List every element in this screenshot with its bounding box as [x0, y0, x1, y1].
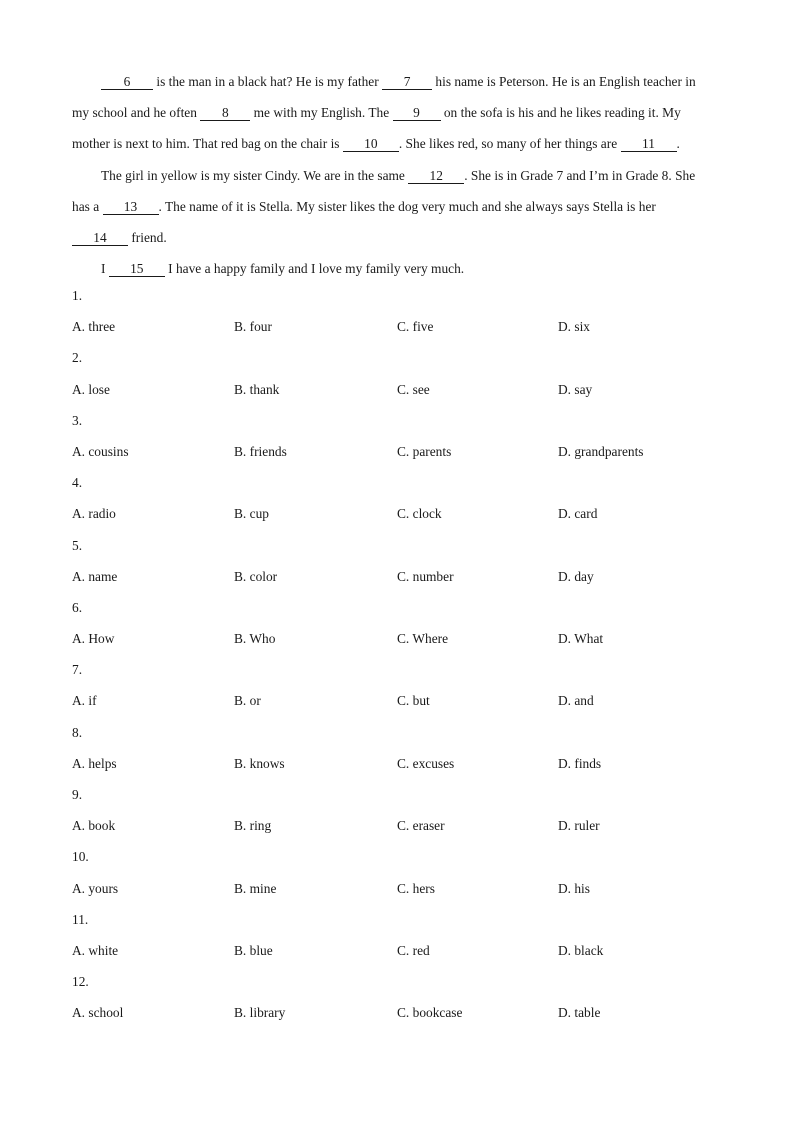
option-a: A. three — [72, 319, 116, 335]
option-d: D. finds — [558, 755, 602, 771]
question-number: 8. — [72, 724, 83, 740]
question-number: 5. — [72, 537, 83, 553]
option-c: C. but — [397, 693, 430, 709]
passage-text: his name is Peterson. He is an English teacher in — [432, 74, 696, 89]
passage-paragraph-2-line-3 — [72, 222, 722, 253]
passage-text: . She is in Grade 7 and I’m in Grade 8. She — [464, 167, 696, 183]
passage-text: . The name of it is Stella. My sister likes the dog very much and she always says Stella is her — [158, 198, 656, 214]
question-number: 4. — [72, 475, 83, 491]
passage-paragraph-3 — [72, 253, 722, 284]
option-c: C. number — [397, 568, 454, 584]
passage-paragraph-2-line-2 — [72, 191, 722, 222]
option-b: B. four — [234, 319, 272, 335]
passage-text: has a — [72, 198, 103, 214]
blank-8: 8 — [200, 105, 250, 121]
question-options — [72, 1002, 722, 1033]
question-options — [72, 503, 722, 534]
blank-13: 13 — [103, 199, 159, 215]
option-b: B. mine — [234, 880, 277, 896]
option-b: B. friends — [234, 443, 287, 459]
passage-paragraph-1-line-2 — [72, 97, 722, 128]
option-d: D. say — [558, 381, 593, 397]
option-b: B. cup — [234, 506, 269, 522]
option-a: A. yours — [72, 880, 119, 896]
option-c: C. clock — [397, 506, 442, 522]
passage-text: I — [101, 261, 109, 277]
question-number: 10. — [72, 849, 89, 865]
passage-paragraph-1-line-1 — [72, 66, 722, 97]
question-number: 11. — [72, 911, 89, 927]
option-b: B. ring — [234, 818, 272, 834]
blank-14: 14 — [72, 230, 128, 246]
option-b: B. Who — [234, 631, 276, 647]
blank-15: 15 — [109, 261, 165, 277]
question-list — [72, 285, 722, 1034]
passage-text: my school and he often — [72, 105, 201, 121]
option-c: C. Where — [397, 631, 449, 647]
option-c: C. see — [397, 381, 430, 397]
blank-12: 12 — [408, 168, 464, 184]
option-b: B. blue — [234, 942, 273, 958]
passage-text: is the man in a black hat? He is my father — [153, 74, 383, 89]
blank-9: 9 — [393, 105, 441, 121]
option-a: A. cousins — [72, 443, 129, 459]
passage-text: on the sofa is his and he likes reading it. My — [440, 105, 681, 121]
question-options — [72, 815, 722, 846]
question-options — [72, 379, 722, 410]
question-options — [72, 441, 722, 472]
option-c: C. hers — [397, 880, 435, 896]
question-options — [72, 940, 722, 971]
option-c: C. five — [397, 319, 434, 335]
option-d: D. ruler — [558, 818, 600, 834]
passage-text: I have a happy family and I love my family very much. — [164, 261, 465, 277]
option-b: B. thank — [234, 381, 280, 397]
option-b: B. knows — [234, 755, 285, 771]
option-a: A. lose — [72, 381, 110, 397]
question-options — [72, 753, 722, 784]
option-b: B. or — [234, 693, 261, 709]
option-c: C. red — [397, 942, 430, 958]
question-number: 1. — [72, 288, 83, 303]
question-number: 9. — [72, 787, 83, 802]
question-options — [72, 316, 722, 347]
passage-text: . She likes red, so many of her things are — [398, 136, 621, 152]
option-b: B. color — [234, 568, 278, 584]
option-c: C. parents — [397, 443, 452, 459]
option-d: D. black — [558, 942, 604, 958]
question-number: 3. — [72, 412, 83, 428]
passage-text: me with my English. The — [250, 105, 393, 121]
passage-text: . — [676, 136, 680, 152]
option-c: C. excuses — [397, 755, 455, 771]
option-d: D. and — [558, 693, 594, 709]
blank-7: 7 — [382, 74, 432, 90]
question-number: 7. — [72, 662, 83, 678]
option-d: D. What — [558, 631, 604, 647]
blank-6: 6 — [101, 74, 153, 90]
option-a: A. school — [72, 1005, 124, 1021]
option-a: A. How — [72, 631, 115, 647]
question-number: 12. — [72, 974, 89, 990]
option-c: C. bookcase — [397, 1005, 463, 1021]
option-c: C. eraser — [397, 818, 445, 834]
question-number: 2. — [72, 350, 83, 366]
cloze-passage — [72, 66, 722, 284]
passage-paragraph-2-line-1 — [72, 160, 722, 191]
option-a: A. white — [72, 942, 119, 958]
passage-paragraph-1-line-3 — [72, 128, 722, 159]
question-options — [72, 878, 722, 909]
option-d: D. grandparents — [558, 443, 644, 459]
blank-11: 11 — [621, 136, 677, 152]
question-options — [72, 628, 722, 659]
question-number: 6. — [72, 599, 83, 615]
blank-10: 10 — [343, 136, 399, 152]
passage-text: friend. — [128, 230, 167, 246]
option-a: A. radio — [72, 506, 116, 522]
question-options — [72, 566, 722, 597]
option-d: D. six — [558, 319, 590, 335]
question-options — [72, 690, 722, 721]
option-d: D. day — [558, 568, 594, 584]
option-d: D. card — [558, 506, 598, 522]
passage-text: The girl in yellow is my sister Cindy. We are in the same — [101, 167, 409, 183]
option-b: B. library — [234, 1005, 286, 1021]
option-d: D. his — [558, 880, 590, 896]
option-a: A. if — [72, 693, 97, 709]
passage-text: mother is next to him. That red bag on the chair is — [72, 136, 343, 152]
option-a: A. helps — [72, 755, 117, 771]
option-a: A. name — [72, 568, 118, 584]
option-a: A. book — [72, 818, 116, 834]
option-d: D. table — [558, 1005, 601, 1021]
